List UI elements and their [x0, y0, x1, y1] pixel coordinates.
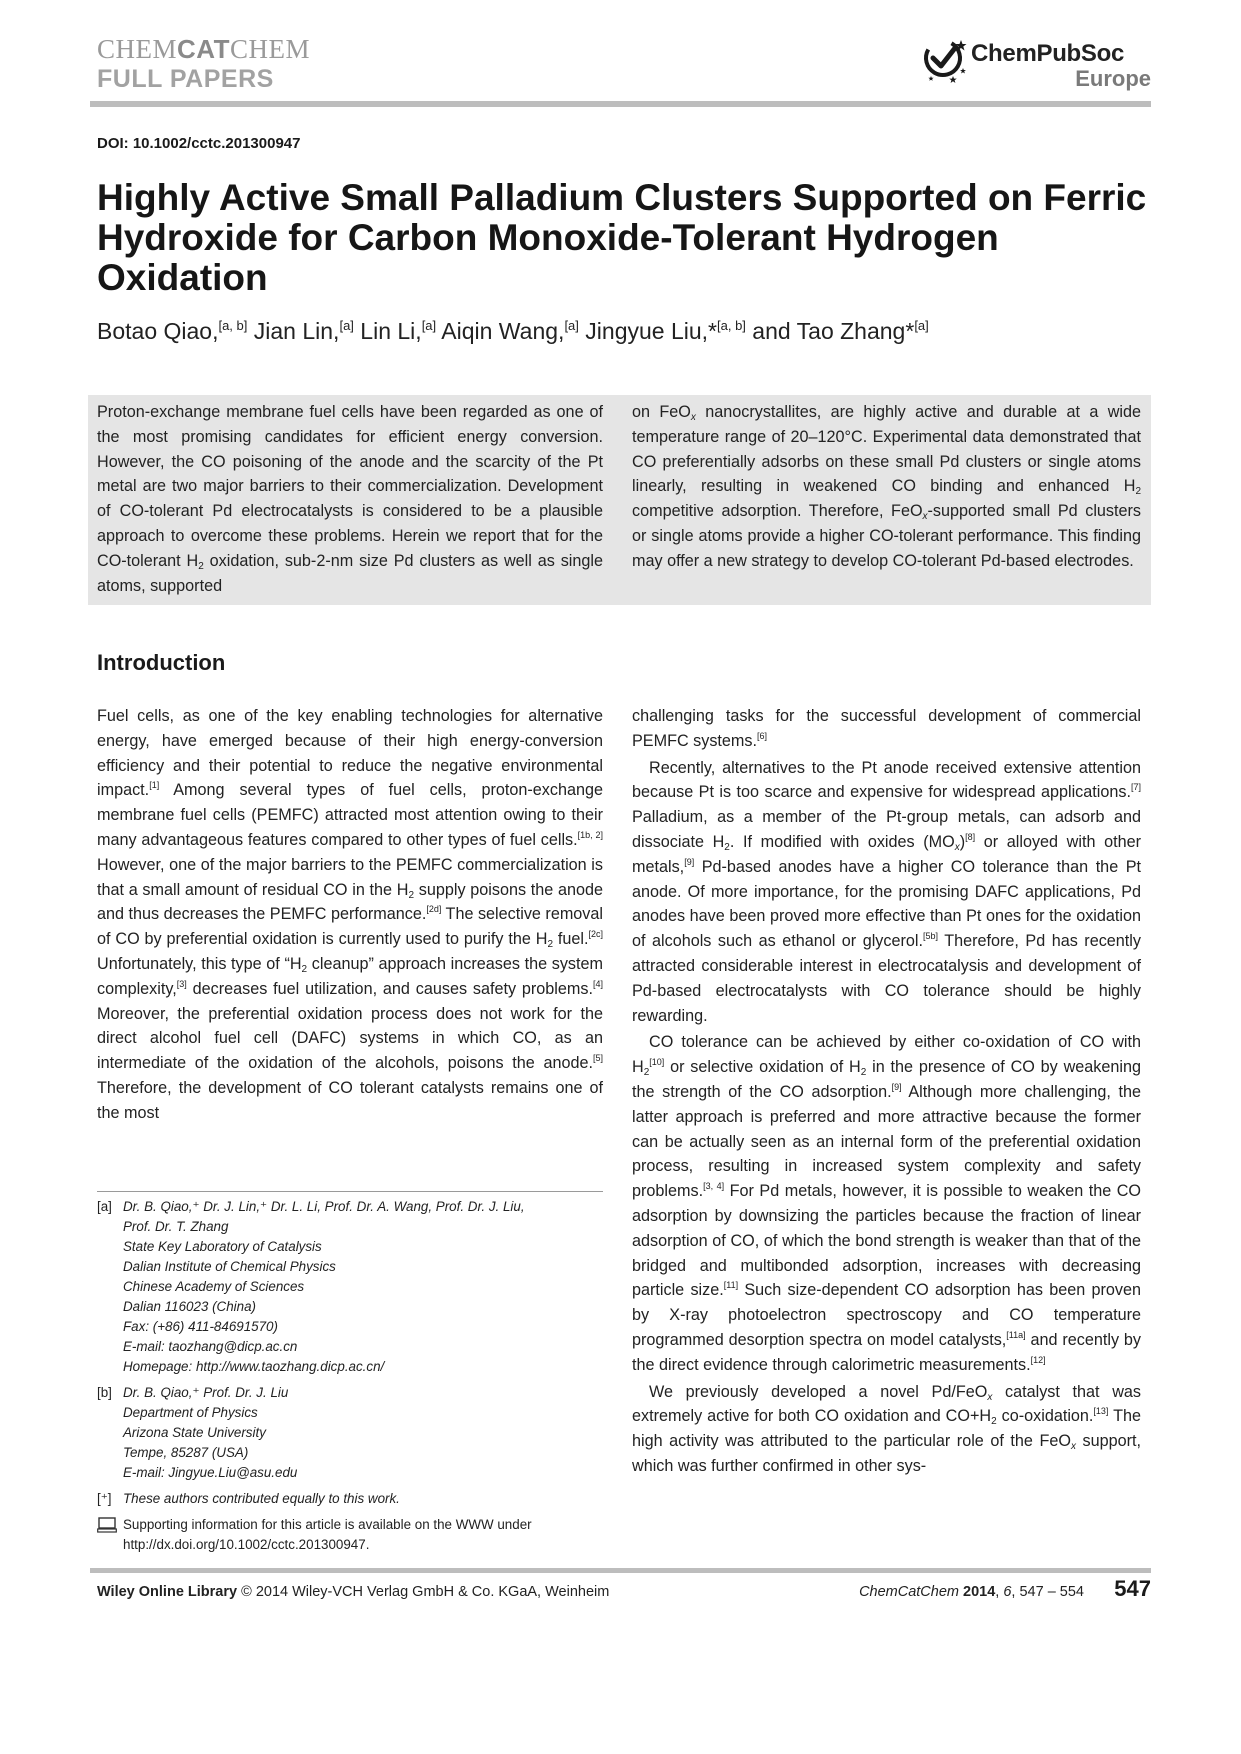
citation: [3] [176, 978, 187, 989]
citation: [11a] [1006, 1329, 1026, 1340]
footnote-line: Dr. B. Qiao,⁺ Prof. Dr. J. Liu [123, 1385, 289, 1400]
supporting-info-text: Supporting information for this article is available on the WWW under [123, 1517, 532, 1532]
citation: [7] [1130, 782, 1141, 793]
citation: [2d] [426, 904, 442, 915]
doi: DOI: 10.1002/cctc.201300947 [97, 135, 301, 152]
publisher-logo [921, 36, 1151, 92]
paragraph: challenging tasks for the successful development of commercial PEMFC systems.[6] [632, 707, 1141, 750]
journal-name: CHEMCATCHEM [97, 34, 311, 64]
author-affiliation: [a] [564, 318, 579, 333]
section-heading-introduction: Introduction [97, 650, 226, 675]
computer-icon [97, 1517, 117, 1539]
author: and Tao Zhang* [745, 318, 915, 344]
citation: [4] [592, 978, 603, 989]
footnote-line: Dalian Institute of Chemical Physics [123, 1259, 336, 1274]
page-number: 547 [1114, 1576, 1151, 1601]
citation: [13] [1093, 1406, 1109, 1417]
footnote-supporting-info [97, 1515, 603, 1555]
footnotes [97, 1197, 603, 1555]
footnote-line: State Key Laboratory of Catalysis [123, 1239, 322, 1254]
footer-citation: ChemCatChem 2014, 6, 547 – 554 [859, 1584, 1084, 1600]
author: Jingyue Liu,* [578, 318, 717, 344]
footer-rule [90, 1568, 1151, 1573]
author-affiliation: [a, b] [717, 318, 746, 333]
footnote-line: Arizona State University [123, 1425, 266, 1440]
citation: [5b] [922, 931, 938, 942]
footnote-line: Department of Physics [123, 1405, 258, 1420]
footnote-line: Chinese Academy of Sciences [123, 1279, 305, 1294]
wiley-online-library-link[interactable]: Wiley Online Library [97, 1584, 238, 1600]
citation: [1] [149, 780, 160, 791]
author-affiliation: [a] [421, 318, 437, 333]
publisher-name: ChemPubSoc [971, 40, 1125, 67]
footnote-line: Tempe, 85287 (USA) [123, 1445, 249, 1460]
citation: [12] [1030, 1354, 1046, 1365]
footnote-mark: [⁺] [97, 1491, 112, 1506]
header-rule [90, 101, 1151, 107]
abstract-right-column: on FeO$_x$ nanocrystallites, are highly active and durable at a wide temperature range of 20–120°C. Experimental data demonstrated that CO preferentially adsorbs on these small Pd clusters or single atoms linearly, resulting in weakened CO binding and enhanced $H_2$ competitive adsorption. Therefore, FeO$_x$-supported small Pd clusters or single atoms provide a higher CO-tolerant performance. This finding may offer a new strategy to develop CO-tolerant Pd-based electrodes. [632, 403, 1141, 570]
author-affiliation: [a] [339, 318, 354, 333]
footnote-mark: [b] [97, 1385, 112, 1400]
footnote-mark: [a] [97, 1199, 112, 1214]
article-title: Highly Active Small Palladium Clusters Supported on Ferric Hydroxide for Carbon Monoxide-Tolerant Hydrogen Oxidation [97, 177, 1147, 298]
footnote-affiliation-b [97, 1383, 603, 1483]
citation: [6] [757, 730, 768, 741]
citation: [5] [592, 1053, 603, 1064]
supporting-info-link[interactable]: http://dx.doi.org/10.1002/cctc.201300947. [123, 1537, 370, 1552]
citation: [11] [723, 1280, 739, 1291]
publisher-region: Europe [1075, 66, 1151, 91]
citation: [2c] [588, 929, 603, 940]
footnote-line: Dalian 116023 (China) [123, 1299, 256, 1314]
citation: [9] [684, 856, 695, 867]
footer-copyright: Wiley Online Library © 2014 Wiley-VCH Verlag GmbH & Co. KGaA, Weinheim [97, 1584, 610, 1600]
footnote-email[interactable]: E-mail: taozhang@dicp.ac.cn [123, 1339, 298, 1354]
footnote-rule [97, 1191, 603, 1192]
footnote-affiliation-a [97, 1197, 603, 1377]
publisher-emblem-icon [921, 36, 969, 84]
paragraph: Recently, alternatives to the Pt anode received extensive attention because Pt is too scarce and expensive for widespread applications.[7] Palladium, as a member of the Pt-group metals, can adsorb and dissociate $H_2$. If modified with oxides $(MO_x)[8]$ or alloyed with other metals,[9] Pd-based anodes have a higher CO tolerance than the Pt anode. Of more importance, for the promising DAFC applications, Pd anodes have been proved more effective than Pt ones for the oxidation of alcohols such as ethanol or glycerol.[5b] Therefore, Pd has recently attracted considerable interest in electrocatalysis and development of Pd-based electrocatalysts with CO tolerance should be highly rewarding. [632, 758, 1141, 1025]
footnote-equal-contribution [97, 1489, 603, 1509]
citation: [10] [649, 1057, 665, 1068]
author-affiliation: [a] [914, 318, 929, 333]
author-list [97, 314, 1157, 348]
author: Lin Li, [353, 318, 422, 344]
citation: [3, 4] [703, 1181, 725, 1192]
body-left-column: Fuel cells, as one of the key enabling technologies for alternative energy, have emerged because of their high energy-conversion efficiency and their potential to reduce the negative environmental impact.[1] Among several types of fuel cells, proton-exchange membrane fuel cells (PEMFC) attracted most attention owing to their many advantageous features compared to other types of fuel cells.[1b, 2] However, one of the major barriers to the PEMFC commercialization is that a small amount of residual CO in the $H_2$ supply poisons the anode and thus decreases the PEMFC performance.[2d] The selective removal of CO by preferential oxidation is currently used to purify the $H_2$ fuel.[2c] Unfortunately, this type of “$H_2$ cleanup” approach increases the system complexity,[3] decreases fuel utilization, and causes safety problems.[4] Moreover, the preferential oxidation process does not work for the direct alcohol fuel cell (DAFC) systems in which CO, as an intermediate of the oxidation of the alcohols, poisons the anode.[5] Therefore, the development of CO tolerant catalysts remains one of the most [97, 707, 603, 1122]
footnote-homepage-link[interactable]: Homepage: http://www.taozhang.dicp.ac.cn/ [123, 1359, 385, 1374]
footnote-line: Dr. B. Qiao,⁺ Dr. J. Lin,⁺ Dr. L. Li, Prof. Dr. A. Wang, Prof. Dr. J. Liu, [123, 1199, 525, 1214]
paragraph: CO tolerance can be achieved by either co-oxidation of CO with $H_2[10]$ or selective oxidation of $H_2$ in the presence of CO by weakening the strength of the CO adsorption.[9] Although more challenging, the latter approach is preferred and more attractive because the former can be actually seen as an internal form of the preferential oxidation process, resulting in increased system complexity and safety problems.[3, 4] For Pd metals, however, it is possible to weaken the CO adsorption by downsizing the particles because the fraction of linear adsorption of CO, of which the bond strength is weaker than that of the bridged and multibonded adsorption, increases with decreasing particle size.[11] Such size-dependent CO adsorption has been proven by X-ray photoelectron spectroscopy and CO temperature programmed desorption spectra on model catalysts,[11a] and recently by the direct evidence through calorimetric measurements.[12] [632, 1033, 1142, 1374]
author: Botao Qiao, [97, 318, 219, 344]
footnote-line: Fax: (+86) 411-84691570) [123, 1319, 278, 1334]
article-type: FULL PAPERS [97, 65, 274, 93]
abstract-left-column: Proton-exchange membrane fuel cells have been regarded as one of the most promising candidates for efficient energy conversion. However, the CO poisoning of the anode and the scarcity of the Pt metal are two major barriers to their commercialization. Development of CO-tolerant Pd electrocatalysts is considered to be a plausible approach to overcome these problems. Herein we report that for the CO-tolerant $H_2$ oxidation, sub-2-nm size Pd clusters as well as single atoms, supported [97, 403, 604, 595]
footnote-line: These authors contributed equally to this work. [123, 1491, 400, 1506]
author: Aiqin Wang, [436, 318, 565, 344]
author: Jian Lin, [247, 318, 340, 344]
footnote-line: Prof. Dr. T. Zhang [123, 1219, 229, 1234]
author-affiliation: [a, b] [218, 318, 248, 333]
footnote-email[interactable]: E-mail: Jingyue.Liu@asu.edu [123, 1465, 298, 1480]
citation: [9] [891, 1081, 902, 1092]
body-right-column [632, 704, 1141, 1479]
paragraph: We previously developed a novel Pd/FeO$_x$ catalyst that was extremely active for both CO oxidation and $CO+H_2$ co-oxidation.[13] The high activity was attributed to the particular role of the FeO$_x$ support, which was further confirmed in other sys- [632, 1382, 1142, 1475]
journal-logo [97, 34, 397, 94]
citation: [8] [965, 831, 976, 842]
citation: [1b, 2] [577, 829, 603, 840]
